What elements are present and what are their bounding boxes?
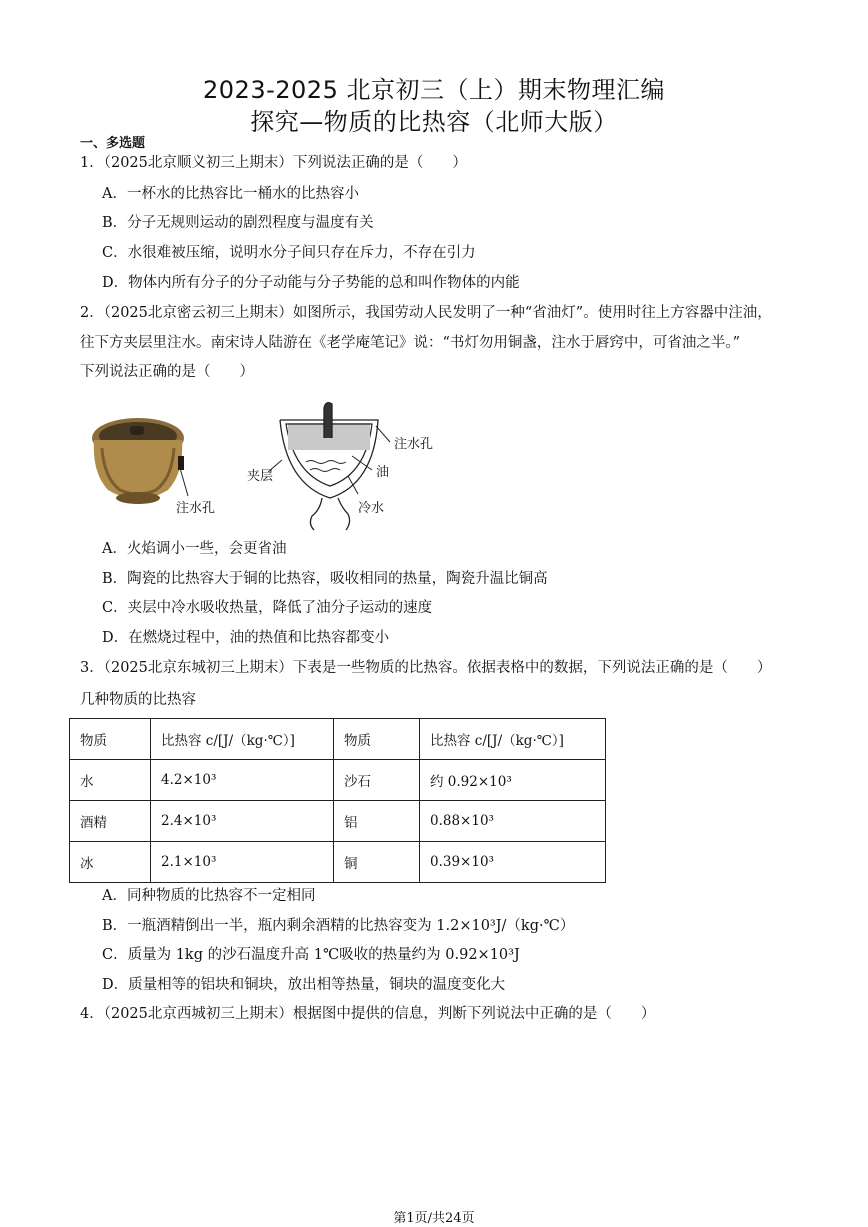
document-title-line2: 探究—物质的比热容（北师大版） — [250, 108, 618, 136]
diagram-label-cold-water: 冷水 — [358, 501, 385, 516]
question-1-option-b: B．分子无规则运动的剧烈程度与温度有关 — [102, 215, 374, 231]
table-cell: 4.2×10³ — [151, 760, 334, 801]
question-2-stem-line2: 往下方夹层里注水。南宋诗人陆游在《老学庵笔记》说：“书灯勿用铜盏，注水于唇窍中，可省油之半。” — [80, 335, 741, 351]
question-2-stem-line1: 2．（2025北京密云初三上期末）如图所示，我国劳动人民发明了一种“省油灯”。使用时往上方容器中注油， — [80, 305, 772, 321]
table-header-cell: 物质 — [70, 719, 151, 760]
table-cell: 0.39×10³ — [420, 842, 606, 883]
table-row — [70, 801, 606, 842]
table-cell: 铝 — [334, 801, 420, 842]
question-2-option-a: A．火焰调小一些，会更省油 — [102, 541, 287, 557]
question-1-option-a: A．一杯水的比热容比一桶水的比热容小 — [102, 186, 359, 202]
photo-label-water-hole: 注水孔 — [176, 501, 216, 516]
question-3-option-d: D．质量相等的铝块和铜块，放出相等热量，铜块的温度变化大 — [102, 977, 506, 993]
oil-lamp-photo — [92, 418, 215, 516]
question-2-stem-line3: 下列说法正确的是（ ） — [80, 364, 254, 380]
page-footer: 第1页/共24页 — [393, 1211, 475, 1226]
table-cell: 冰 — [70, 842, 151, 883]
specific-heat-table — [69, 718, 606, 883]
table-header-cell: 物质 — [334, 719, 420, 760]
section-heading: 一、多选题 — [80, 136, 146, 151]
question-1-option-c: C．水很难被压缩，说明水分子间只存在斥力，不存在引力 — [102, 245, 476, 261]
document-title-line1: 2023-2025 北京初三（上）期末物理汇编 — [203, 76, 665, 104]
diagram-label-oil: 油 — [376, 465, 390, 480]
table-cell: 水 — [70, 760, 151, 801]
question-3-option-a: A．同种物质的比热容不一定相同 — [102, 888, 316, 904]
table-cell: 2.1×10³ — [151, 842, 334, 883]
question-2-option-c: C．夹层中冷水吸收热量，降低了油分子运动的速度 — [102, 600, 433, 616]
table-header-cell: 比热容 c/[J/（kg·℃）] — [151, 719, 334, 760]
question-1-stem: 1．（2025北京顺义初三上期末）下列说法正确的是（ ） — [80, 155, 467, 171]
table-cell: 铜 — [334, 842, 420, 883]
question-4-stem: 4．（2025北京西城初三上期末）根据图中提供的信息，判断下列说法中正确的是（ ） — [80, 1006, 656, 1022]
table-row — [70, 842, 606, 883]
question-2-option-d: D．在燃烧过程中，油的热值和比热容都变小 — [102, 630, 390, 646]
table-cell: 0.88×10³ — [420, 801, 606, 842]
table-caption: 几种物质的比热容 — [80, 692, 196, 708]
diagram-label-water-hole: 注水孔 — [394, 437, 434, 452]
table-cell: 沙石 — [334, 760, 420, 801]
question-3-option-c: C．质量为 1kg 的沙石温度升高 1℃吸收的热量约为 0.92×10³J — [102, 947, 520, 963]
table-header-row — [70, 719, 606, 760]
table-row — [70, 760, 606, 801]
question-3-option-b: B．一瓶酒精倒出一半，瓶内剩余酒精的比热容变为 1.2×10³J/（kg·℃） — [102, 918, 575, 934]
table-cell: 酒精 — [70, 801, 151, 842]
table-cell: 约 0.92×10³ — [420, 760, 606, 801]
diagram-label-layer: 夹层 — [247, 469, 274, 484]
question-2-option-b: B．陶瓷的比热容大于铜的比热容，吸收相同的热量，陶瓷升温比铜高 — [102, 571, 548, 587]
table-cell: 2.4×10³ — [151, 801, 334, 842]
table-header-cell: 比热容 c/[J/（kg·℃）] — [420, 719, 606, 760]
question-3-stem: 3．（2025北京东城初三上期末）下表是一些物质的比热容。依据表格中的数据，下列说法正确的是（ ） — [80, 660, 772, 676]
oil-lamp-figure — [90, 398, 470, 533]
question-1-option-d: D．物体内所有分子的分子动能与分子势能的总和叫作物体的内能 — [102, 275, 520, 291]
